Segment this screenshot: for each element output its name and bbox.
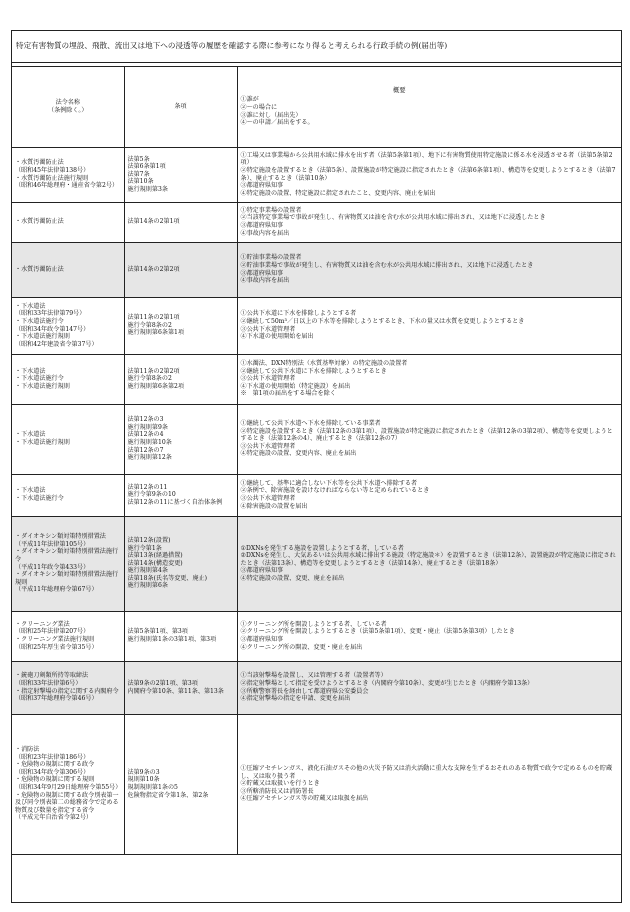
article-cell-line: 法第11条の2第1項 [127,314,180,322]
article-cell-line: 法第14条(構造変更) [127,559,183,567]
summary-cell-line: ①当該射撃場を設置し、又は管理する者（設置者等） [240,672,387,680]
law-cell-line: ・下水道法 [15,367,46,375]
law-cell [12,714,124,854]
law-cell-line: （昭和33年法律第6号） [15,679,82,687]
law-cell [12,516,124,611]
article-cell-line: 法第18条(氏名等変更、廃止) [127,574,208,582]
law-cell-line: ・水質汚濁防止法施行規則 [15,174,89,182]
law-cell [12,404,124,474]
article-cell-line: 法第7条 [127,170,150,178]
summary-cell-line: ④事故内容を届出 [240,277,290,285]
summary-cell-line: ②クリーニング所を開設しようとするとき（法第5条第1項）、変更・廃止（法第5条第3項）したとき [240,628,515,636]
article-cell [124,242,237,297]
article-cell-line: 法第14条の2第2項 [127,265,180,273]
header-summary-line: ④～の申請／届出をする。 [240,119,314,127]
law-cell-line: （昭和34年政令第306号） [15,768,90,776]
law-cell-line: （昭和33年法律第79号） [15,310,86,318]
law-cell-line: （昭和42年建設省令第37号） [15,340,98,348]
summary-cell-line: ※ 第1項の届出をする場合を除く [240,390,336,398]
summary-cell-line: ④除害施設の設置を届出 [240,502,308,510]
header-summary-line: ②～の場合に [240,103,278,111]
summary-cell [237,661,621,714]
header-law-line: （条例除く。） [48,106,88,114]
table-row [12,516,621,611]
law-cell-line: ・指定射撃場の指定に関する内閣府令 [15,687,119,695]
article-cell [124,202,237,242]
summary-cell-line: ①工場又は事業場から公共用水域に排水を出す者（法第5条第1項）、地下に有害物質使用特定施設に係る水を浸透させる者（法第5条第2項） [240,151,613,167]
summary-cell-line: ④圧縮アセチレンガス等の貯蔵又は取扱を届出 [240,795,369,803]
law-cell-line: （昭和23年法律第186号） [15,753,90,761]
header-summary [237,67,621,147]
law-cell [12,297,124,354]
article-cell-line: 施行規則第4条 [127,567,168,575]
summary-cell-line: ④指定射撃場の指定を申請、変更を届出 [240,695,351,703]
summary-cell-line: ③所轄警察署長を経由して都道府県公安委員会 [240,687,369,695]
article-cell-line: 施行規則第12条 [127,454,172,462]
table-row [12,404,621,474]
law-cell-line: ・危険物の規制に関する政令 [15,761,95,769]
article-cell [124,147,237,202]
summary-cell [237,354,621,404]
summary-cell-line: ①公共下水道に下水を排除しようとする者 [240,310,357,318]
summary-cell-line: ③公共下水道管理者 [240,325,296,333]
summary-cell-line: ①圧縮アセチレンガス、液化石油ガスその他の火災予防又は消火活動に重大な支障を生ずるおそれのある物質で政令で定めるものを貯蔵し、又は取り扱う者 [240,765,613,780]
article-cell-line: 施行規則第6条第1項 [127,329,185,337]
header-summary-line: ③誰に対し（届出先） [240,111,302,119]
summary-cell-line: ②指定射撃場として指定を受けようとするとき（内閣府令第10条）、変更が生じたとき（内閣府令第13条） [240,679,534,687]
summary-cell [237,404,621,474]
header-row [12,67,621,147]
law-cell [12,202,124,242]
law-cell-line: （昭和34年9月29日総理府令第55号） [15,784,122,791]
law-cell [12,147,124,202]
law-cell-line: ・下水道法施行令 [15,495,64,502]
summary-cell-line: ②条例で、除害施設を設けなければならない等と定められているとき [240,487,430,495]
summary-cell-line: ②貯油事業場で事故が発生し、有害物質又は油を含む水が公共用水域に排出され、又は地下に浸透したとき [240,261,534,269]
article-cell-line: 施行令第1条 [127,544,162,552]
law-cell-line: （平成11年政令第433号） [15,563,90,571]
law-cell [12,474,124,516]
law-cell-line: ・下水道法 [15,431,46,439]
law-cell-line: ・水質汚濁防止法 [15,218,64,226]
article-cell-line: 法第12条の7 [127,446,164,454]
law-cell [12,242,124,297]
summary-cell-line: ④事故内容を届出 [240,229,290,237]
law-cell-line: ・下水道法施行令 [15,317,64,325]
article-cell-line: 施行令第8条の2 [127,321,172,329]
article-cell-line: 施行規則第6条第2項 [127,382,185,390]
summary-cell-line: ①継続して公共下水道へ下水を排除している事業者 [240,420,381,428]
law-cell-line: （平成11年法律第105号） [15,540,90,548]
summary-cell [237,202,621,242]
summary-cell-line: ②貯蔵又は取扱いを行うとき [240,780,320,788]
law-cell-line: （昭和46年総理府・通産省令第2号） [15,182,119,190]
law-cell-line: （昭和37年総理府令第46号） [15,695,98,703]
procedures-table [12,67,621,855]
summary-cell-line: ①特定事業場の設置者 [240,206,302,214]
article-cell [124,354,237,404]
summary-cell [237,516,621,611]
header-article-line: 条項 [174,102,187,110]
article-cell [124,661,237,714]
article-cell-line: 施行規則第6条 [127,582,168,590]
article-cell-line: 施行令第9条の10 [127,491,176,499]
article-cell-line: 施行規則第3条 [127,185,168,193]
summary-cell-line: ②当該特定事業場で事故が発生し、有害物質又は油を含む水が公共用水域に排出され、又は地下に浸透したとき [240,214,546,222]
article-cell-line: 法第12条の3 [127,416,164,424]
summary-cell-line: ②特定施設を設置するとき（法第5条）、設置施設が特定施設に指定されたとき（法第6条第1項）、構造等を変更しようとするとき（法第7条）、廃止するとき（法第10条） [240,166,616,182]
summary-cell-line: ④クリーニング所の開設、変更・廃止を届出 [240,643,363,651]
summary-cell-line: ③公共下水道管理者 [240,442,296,450]
article-cell-line: 法第5条第1項、第3項 [127,628,188,636]
summary-cell-line: ③都道府県知事 [240,636,284,643]
law-cell-line: （昭和25年法律第207号） [15,628,90,636]
article-cell-line: 法第12条(設置) [127,536,171,544]
law-cell [12,611,124,661]
article-cell-line: 規則第10条 [127,776,160,784]
article-cell [124,404,237,474]
summary-cell-line: ②継続して公共下水道に下水を排除しようとするとき [240,367,387,375]
article-cell-line: 法第12条の11 [127,483,168,491]
article-cell [124,611,237,661]
summary-cell-line: ①水濁法、DXN特別法（水質基準対象）の特定施設の設置者 [240,360,408,368]
document-frame [11,30,622,903]
table-row [12,714,621,854]
summary-cell-line: ③都道府県知事 [240,222,284,229]
summary-cell [237,297,621,354]
article-cell-line: 内閣府令第10条、第11条、第13条 [127,687,224,695]
article-cell-line: 法第9条の3 [127,768,160,776]
law-cell-line: ・下水道法 [15,302,46,310]
summary-cell-line: ①クリーニング所を開設しようとする者、している者 [240,620,387,628]
article-cell [124,297,237,354]
summary-cell-line: ②DXNsを発生し、大気あるいは公共用水域に排出する施設（特定施設＊）を設置するとき（法第12条）、設置施設が特定施設に指定されたとき（法第13条）、構造等を変更しようとするとき（法第14条）、廃止するとき（法第18条） [240,552,616,567]
article-cell-line: 施行規則第9条 [127,423,168,431]
law-cell-line: ・下水道法施行令 [15,375,64,383]
law-cell-line: ・下水道法施行規則 [15,439,70,446]
law-cell-line: ・水質汚濁防止法 [15,159,64,167]
law-cell-line: ・危険物の規制に関する政令別表第一及び同令別表第二の総務省令で定める物質及び数量を指定する省令 [15,791,119,814]
summary-cell-line: ④下水道の使用開始（特定施設）を届出 [240,382,351,390]
document-title: 特定有害物質の埋設、飛散、流出又は地下への浸透等の履歴を確認する際に参考になり得ると考えられる行政手続の例(届出等) [12,31,621,63]
law-cell-line: （昭和34年政令第147号） [15,325,90,333]
summary-cell-line: ③都道府県知事 [240,269,284,277]
law-cell-line: ・危険物の規制に関する規則 [15,776,95,784]
article-cell [124,474,237,516]
law-cell-line: ・ダイオキシン類対策特別措置法 [15,533,106,541]
article-cell-line: 施行令第8条の2 [127,375,172,383]
summary-cell-line: ①継続して、基準に適合しない下水等を公共下水道へ排除する者 [240,479,418,487]
law-cell-line: （昭和25年厚生省令第35号） [15,643,98,651]
header-summary-title: 概要 [392,85,406,94]
law-cell-line: ・下水道法施行規則 [15,333,70,341]
article-cell-line: 法第9条の2第1項、第3項 [127,679,198,687]
summary-cell-line: ③公共下水道管理者 [240,375,296,383]
law-cell-line: ・下水道法施行規則 [15,382,70,390]
law-cell-line: ・クリーニング業法施行規則 [15,636,95,643]
table-row [12,297,621,354]
summary-cell-line: ④特定施設の設置、特定施設に指定されたこと、変更内容、廃止を届出 [240,189,436,197]
summary-cell-line: ②特定施設を設置するとき（法第12条の3第1項）、設置施設が特定施設に指定されたとき（法第12条の3第2項）、構造等を変更しようとするとき（法第12条の4）、廃止するとき（法第12条の7） [240,427,613,443]
summary-cell [237,147,621,202]
header-law-line: 法令名称 [55,99,80,107]
law-cell-line: ・銃砲刀剣類所持等取締法 [15,672,89,680]
header-law [12,67,124,147]
article-cell-line: 法第6条第1項 [127,163,166,171]
summary-cell [237,242,621,297]
article-cell-line: 施行規則第10条 [127,439,172,446]
article-cell-line: 法第14条の2第1項 [127,218,180,226]
article-cell-line: 施行規則第1条の3第1項、第3項 [127,636,217,643]
summary-cell [237,714,621,854]
article-cell-line: 法第10条 [127,178,154,186]
summary-cell-line: ②継続して50m³／日以上の下水等を排除しようとするとき、下水の量又は水質を変更しようとするとき [240,317,525,325]
summary-cell-line: ③都道府県知事 [240,182,284,190]
article-cell-line: 法第12条の11に基づく自治体条例 [127,498,223,506]
table-row [12,202,621,242]
header-summary-line: ①誰が [240,96,259,104]
header-article [124,67,237,147]
law-cell-line: ・ダイオキシン類対策特別措置法施行規則 [15,571,119,586]
table-row [12,661,621,714]
law-cell-line: （平成元年自治省令第2号） [15,814,93,822]
law-cell-line: ・水質汚濁防止法 [15,265,64,273]
article-cell-line: 危険物指定省令第1条、第2条 [127,791,209,799]
law-cell-line: ・下水道法 [15,487,46,495]
table-row [12,474,621,516]
article-cell-line: 規制規則第1条の5 [127,784,178,791]
article-cell-line: 法第12条の4 [127,431,164,439]
article-cell [124,516,237,611]
table-row [12,147,621,202]
summary-cell-line: ①貯油事業場の設置者 [240,254,302,262]
law-cell-line: ・ダイオキシン類対策特別措置法施行令 [15,548,119,563]
summary-cell-line: ①DXNsを発生する施設を設置しようとする者、している者 [240,544,404,552]
summary-cell-line: ③所轄消防長又は消防署長 [240,787,314,795]
law-cell [12,661,124,714]
law-cell-line: （平成11年総理府令第67号） [15,586,98,594]
summary-cell-line: ④下水道の使用開始を届出 [240,333,314,341]
summary-cell-line: ③公共下水道管理者 [240,495,296,502]
table-row [12,611,621,661]
summary-cell-line: ④特定施設の設置、変更、廃止を届出 [240,574,345,582]
law-cell [12,354,124,404]
summary-cell [237,474,621,516]
article-cell [124,714,237,854]
article-cell-line: 法第11条の2第2項 [127,367,180,375]
summary-cell-line: ③都道府県知事 [240,567,284,575]
summary-cell-line: ④特定施設の設置、変更内容、廃止を届出 [240,450,357,458]
law-cell-line: ・クリーニング業法 [15,620,70,628]
summary-cell [237,611,621,661]
law-cell-line: ・消防法 [15,746,40,754]
table-row [12,354,621,404]
law-cell-line: （昭和45年法律第138号） [15,166,90,174]
article-cell-line: 法第5条 [127,155,150,163]
table-row [12,242,621,297]
article-cell-line: 法第13条(経過措置) [127,552,183,560]
